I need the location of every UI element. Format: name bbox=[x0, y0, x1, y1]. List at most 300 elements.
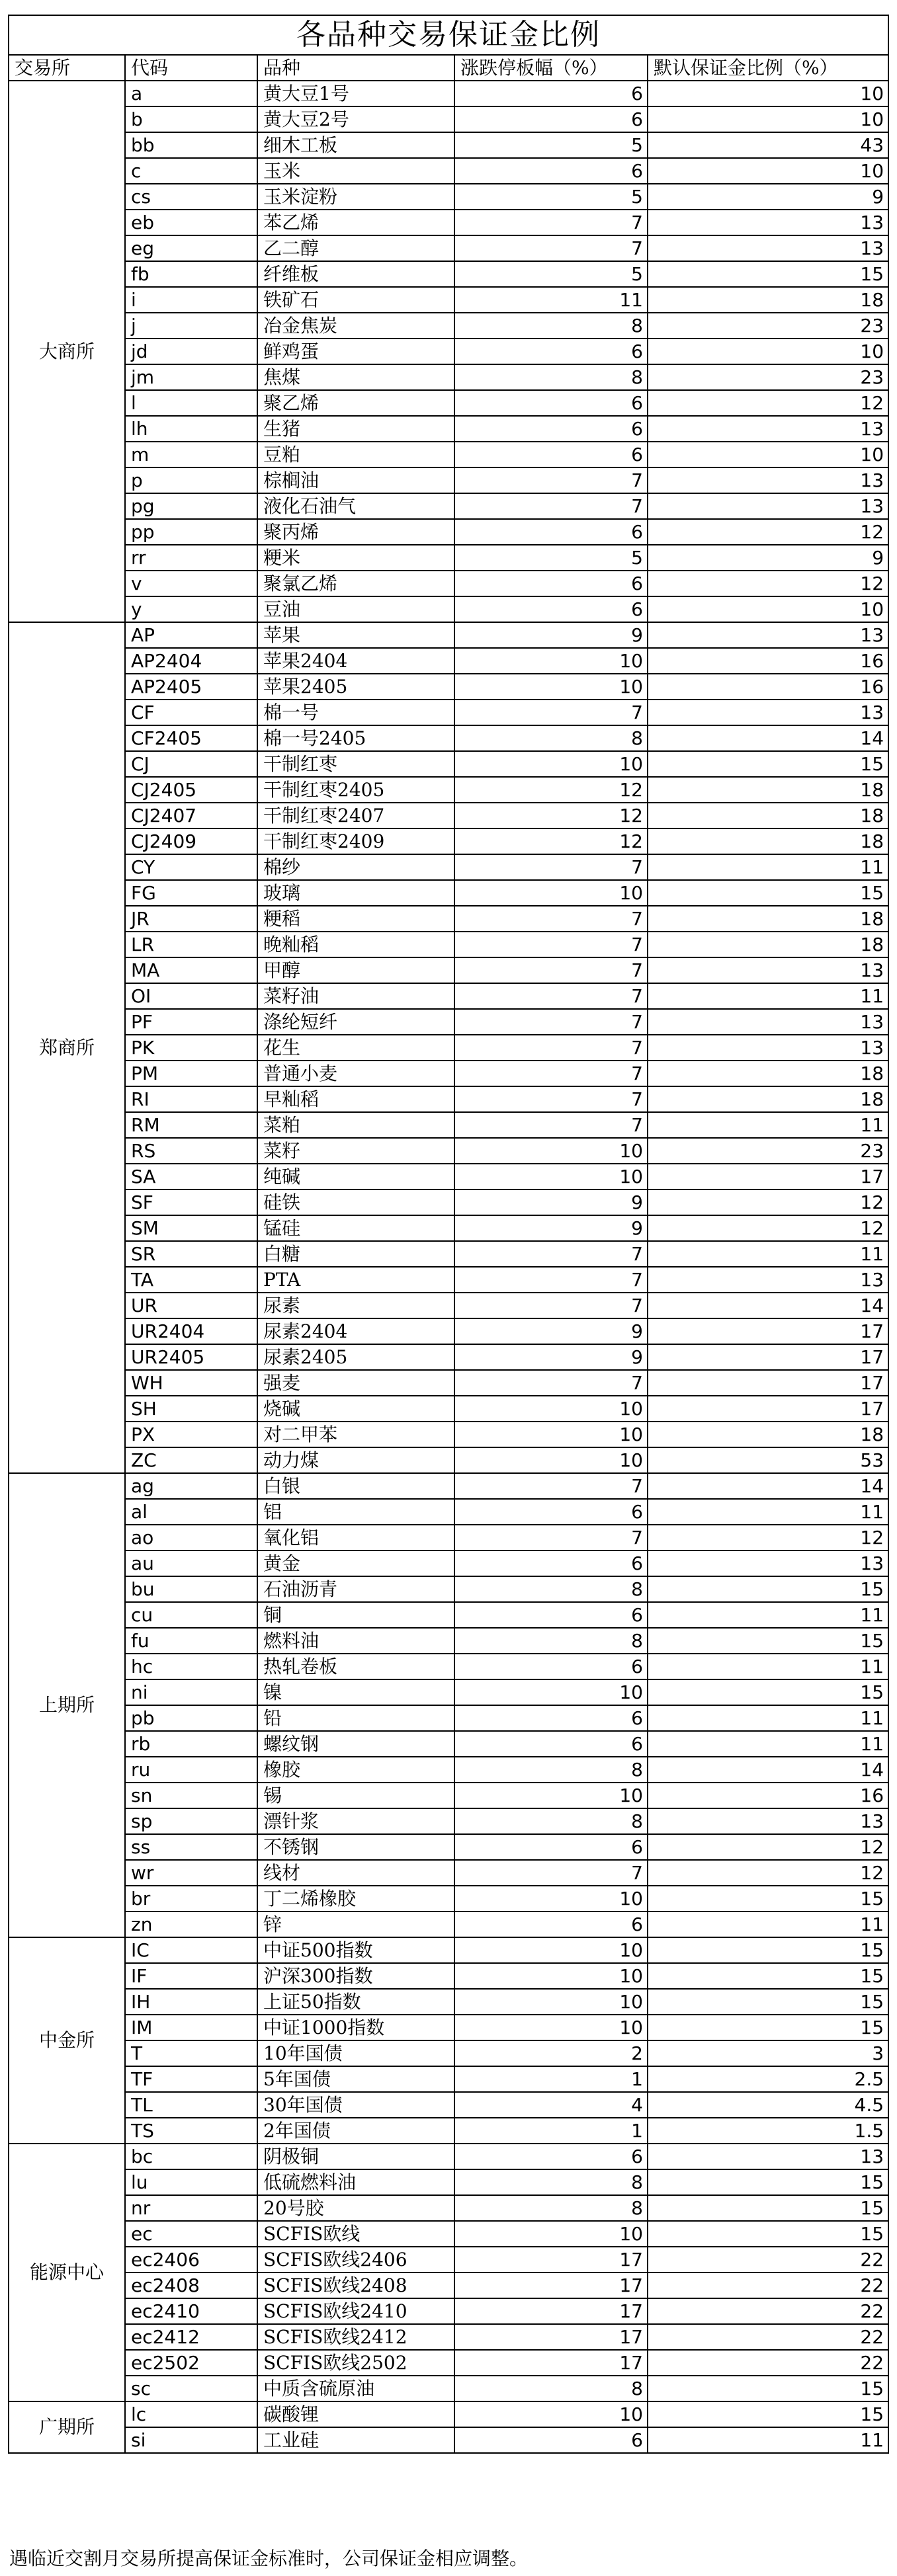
code-cell: AP2405 bbox=[125, 674, 257, 700]
margin-cell: 14 bbox=[648, 1757, 888, 1783]
code-cell: IC bbox=[125, 1937, 257, 1963]
variety-cell: 乙二醇 bbox=[257, 235, 454, 261]
limit-cell: 6 bbox=[454, 390, 648, 416]
code-cell: l bbox=[125, 390, 257, 416]
variety-cell: PTA bbox=[257, 1267, 454, 1293]
code-cell: bc bbox=[125, 2144, 257, 2169]
code-cell: WH bbox=[125, 1370, 257, 1396]
table-row bbox=[9, 235, 888, 261]
code-cell: al bbox=[125, 1499, 257, 1525]
variety-cell: 豆油 bbox=[257, 596, 454, 622]
code-cell: ec2412 bbox=[125, 2324, 257, 2350]
header-exchange: 交易所 bbox=[9, 55, 125, 81]
code-cell: bb bbox=[125, 132, 257, 158]
variety-cell: 工业硅 bbox=[257, 2427, 454, 2453]
limit-cell: 6 bbox=[454, 2144, 648, 2169]
limit-cell: 7 bbox=[454, 493, 648, 519]
limit-cell: 7 bbox=[454, 1061, 648, 1086]
variety-cell: 丁二烯橡胶 bbox=[257, 1886, 454, 1912]
margin-cell: 17 bbox=[648, 1344, 888, 1370]
margin-cell: 13 bbox=[648, 493, 888, 519]
code-cell: SH bbox=[125, 1396, 257, 1422]
limit-cell: 10 bbox=[454, 2401, 648, 2427]
limit-cell: 8 bbox=[454, 313, 648, 339]
limit-cell: 8 bbox=[454, 1628, 648, 1654]
margin-cell: 17 bbox=[648, 1370, 888, 1396]
code-cell: PK bbox=[125, 1035, 257, 1061]
limit-cell: 6 bbox=[454, 442, 648, 467]
margin-cell: 13 bbox=[648, 2144, 888, 2169]
limit-cell: 10 bbox=[454, 648, 648, 674]
variety-cell: 中证500指数 bbox=[257, 1937, 454, 1963]
table-row bbox=[9, 854, 888, 880]
limit-cell: 10 bbox=[454, 1886, 648, 1912]
variety-cell: 液化石油气 bbox=[257, 493, 454, 519]
variety-cell: 鲜鸡蛋 bbox=[257, 339, 454, 364]
code-cell: SF bbox=[125, 1189, 257, 1215]
variety-cell: 棕榈油 bbox=[257, 467, 454, 493]
code-cell: CJ2409 bbox=[125, 828, 257, 854]
limit-cell: 7 bbox=[454, 1267, 648, 1293]
margin-cell: 12 bbox=[648, 1860, 888, 1886]
code-cell: ZC bbox=[125, 1447, 257, 1473]
variety-cell: 玻璃 bbox=[257, 880, 454, 906]
margin-cell: 16 bbox=[648, 648, 888, 674]
limit-cell: 10 bbox=[454, 1396, 648, 1422]
code-cell: IF bbox=[125, 1963, 257, 1989]
code-cell: eg bbox=[125, 235, 257, 261]
table-row bbox=[9, 2015, 888, 2040]
variety-cell: 晚籼稻 bbox=[257, 932, 454, 957]
code-cell: pb bbox=[125, 1705, 257, 1731]
table-row bbox=[9, 2092, 888, 2118]
table-row bbox=[9, 339, 888, 364]
variety-cell: 棉一号 bbox=[257, 700, 454, 725]
table-row bbox=[9, 2066, 888, 2092]
margin-cell: 18 bbox=[648, 287, 888, 313]
variety-cell: 聚乙烯 bbox=[257, 390, 454, 416]
code-cell: sp bbox=[125, 1808, 257, 1834]
limit-cell: 7 bbox=[454, 1473, 648, 1499]
table-row bbox=[9, 1370, 888, 1396]
variety-cell: 纤维板 bbox=[257, 261, 454, 287]
variety-cell: 聚丙烯 bbox=[257, 519, 454, 545]
limit-cell: 10 bbox=[454, 1963, 648, 1989]
margin-cell: 23 bbox=[648, 313, 888, 339]
limit-cell: 6 bbox=[454, 339, 648, 364]
margin-cell: 14 bbox=[648, 1473, 888, 1499]
limit-cell: 17 bbox=[454, 2350, 648, 2376]
code-cell: CF bbox=[125, 700, 257, 725]
margin-cell: 10 bbox=[648, 106, 888, 132]
variety-cell: 干制红枣2405 bbox=[257, 777, 454, 803]
limit-cell: 10 bbox=[454, 2221, 648, 2247]
variety-cell: 玉米淀粉 bbox=[257, 184, 454, 210]
variety-cell: 干制红枣2407 bbox=[257, 803, 454, 828]
limit-cell: 10 bbox=[454, 751, 648, 777]
limit-cell: 6 bbox=[454, 158, 648, 184]
margin-cell: 18 bbox=[648, 803, 888, 828]
limit-cell: 8 bbox=[454, 2169, 648, 2195]
table-row bbox=[9, 2273, 888, 2298]
limit-cell: 6 bbox=[454, 1705, 648, 1731]
variety-cell: 菜粕 bbox=[257, 1112, 454, 1138]
code-cell: ao bbox=[125, 1525, 257, 1550]
code-cell: T bbox=[125, 2040, 257, 2066]
table-row bbox=[9, 416, 888, 442]
table-row bbox=[9, 132, 888, 158]
margin-cell: 10 bbox=[648, 596, 888, 622]
code-cell: RM bbox=[125, 1112, 257, 1138]
table-row bbox=[9, 700, 888, 725]
table-row bbox=[9, 1499, 888, 1525]
variety-cell: 甲醇 bbox=[257, 957, 454, 983]
table-row bbox=[9, 1550, 888, 1576]
code-cell: hc bbox=[125, 1654, 257, 1679]
variety-cell: 锌 bbox=[257, 1912, 454, 1937]
code-cell: AP2404 bbox=[125, 648, 257, 674]
exchange-cell: 广期所 bbox=[9, 2401, 125, 2453]
variety-cell: 漂针浆 bbox=[257, 1808, 454, 1834]
variety-cell: 橡胶 bbox=[257, 1757, 454, 1783]
margin-cell: 9 bbox=[648, 545, 888, 571]
limit-cell: 7 bbox=[454, 1035, 648, 1061]
margin-cell: 12 bbox=[648, 571, 888, 596]
code-cell: a bbox=[125, 81, 257, 106]
margin-cell: 15 bbox=[648, 2195, 888, 2221]
limit-cell: 12 bbox=[454, 777, 648, 803]
code-cell: m bbox=[125, 442, 257, 467]
variety-cell: 白银 bbox=[257, 1473, 454, 1499]
margin-cell: 18 bbox=[648, 777, 888, 803]
code-cell: jd bbox=[125, 339, 257, 364]
margin-cell: 14 bbox=[648, 1293, 888, 1318]
table-row bbox=[9, 1035, 888, 1061]
table-row bbox=[9, 261, 888, 287]
table-row bbox=[9, 545, 888, 571]
limit-cell: 10 bbox=[454, 1422, 648, 1447]
code-cell: nr bbox=[125, 2195, 257, 2221]
margin-cell: 11 bbox=[648, 1602, 888, 1628]
variety-cell: 干制红枣2409 bbox=[257, 828, 454, 854]
margin-cell: 13 bbox=[648, 1009, 888, 1035]
variety-cell: 豆粕 bbox=[257, 442, 454, 467]
exchange-cell: 郑商所 bbox=[9, 622, 125, 1473]
margin-cell: 15 bbox=[648, 1679, 888, 1705]
exchange-cell: 能源中心 bbox=[9, 2144, 125, 2401]
variety-cell: 焦煤 bbox=[257, 364, 454, 390]
code-cell: c bbox=[125, 158, 257, 184]
footnote: 遇临近交割月交易所提高保证金标准时，公司保证金相应调整。 bbox=[9, 2548, 529, 2569]
variety-cell: 热轧卷板 bbox=[257, 1654, 454, 1679]
table-row bbox=[9, 106, 888, 132]
variety-cell: 铝 bbox=[257, 1499, 454, 1525]
code-cell: i bbox=[125, 287, 257, 313]
margin-cell: 22 bbox=[648, 2247, 888, 2273]
code-cell: sn bbox=[125, 1783, 257, 1808]
variety-cell: SCFIS欧线2412 bbox=[257, 2324, 454, 2350]
variety-cell: 动力煤 bbox=[257, 1447, 454, 1473]
limit-cell: 10 bbox=[454, 1937, 648, 1963]
code-cell: lh bbox=[125, 416, 257, 442]
code-cell: y bbox=[125, 596, 257, 622]
limit-cell: 10 bbox=[454, 1679, 648, 1705]
table-row bbox=[9, 2350, 888, 2376]
limit-cell: 6 bbox=[454, 1731, 648, 1757]
variety-cell: SCFIS欧线2408 bbox=[257, 2273, 454, 2298]
limit-cell: 7 bbox=[454, 1860, 648, 1886]
limit-cell: 9 bbox=[454, 1189, 648, 1215]
margin-cell: 11 bbox=[648, 2427, 888, 2453]
variety-cell: 阴极铜 bbox=[257, 2144, 454, 2169]
margin-cell: 16 bbox=[648, 674, 888, 700]
code-cell: PX bbox=[125, 1422, 257, 1447]
code-cell: PF bbox=[125, 1009, 257, 1035]
limit-cell: 10 bbox=[454, 674, 648, 700]
table-row bbox=[9, 2118, 888, 2144]
title-row bbox=[9, 15, 888, 55]
limit-cell: 6 bbox=[454, 1654, 648, 1679]
variety-cell: 沪深300指数 bbox=[257, 1963, 454, 1989]
table-row bbox=[9, 2427, 888, 2453]
code-cell: au bbox=[125, 1550, 257, 1576]
margin-cell: 17 bbox=[648, 1318, 888, 1344]
limit-cell: 8 bbox=[454, 364, 648, 390]
limit-cell: 4 bbox=[454, 2092, 648, 2118]
table-row bbox=[9, 1860, 888, 1886]
variety-cell: 普通小麦 bbox=[257, 1061, 454, 1086]
margin-cell: 11 bbox=[648, 983, 888, 1009]
table-row bbox=[9, 1937, 888, 1963]
table-row bbox=[9, 2195, 888, 2221]
code-cell: ru bbox=[125, 1757, 257, 1783]
table-row bbox=[9, 674, 888, 700]
code-cell: CF2405 bbox=[125, 725, 257, 751]
limit-cell: 6 bbox=[454, 416, 648, 442]
margin-cell: 3 bbox=[648, 2040, 888, 2066]
code-cell: ec2410 bbox=[125, 2298, 257, 2324]
variety-cell: 10年国债 bbox=[257, 2040, 454, 2066]
margin-cell: 14 bbox=[648, 725, 888, 751]
variety-cell: 碳酸锂 bbox=[257, 2401, 454, 2427]
table-row bbox=[9, 1576, 888, 1602]
variety-cell: SCFIS欧线2502 bbox=[257, 2350, 454, 2376]
table-row bbox=[9, 983, 888, 1009]
code-cell: TS bbox=[125, 2118, 257, 2144]
limit-cell: 8 bbox=[454, 2376, 648, 2401]
code-cell: CJ2407 bbox=[125, 803, 257, 828]
limit-cell: 11 bbox=[454, 287, 648, 313]
limit-cell: 6 bbox=[454, 1550, 648, 1576]
code-cell: CJ2405 bbox=[125, 777, 257, 803]
limit-cell: 5 bbox=[454, 132, 648, 158]
margin-cell: 11 bbox=[648, 1241, 888, 1267]
margin-cell: 22 bbox=[648, 2324, 888, 2350]
margin-cell: 53 bbox=[648, 1447, 888, 1473]
variety-cell: 苹果 bbox=[257, 622, 454, 648]
margin-cell: 13 bbox=[648, 622, 888, 648]
limit-cell: 9 bbox=[454, 622, 648, 648]
margin-cell: 12 bbox=[648, 1834, 888, 1860]
variety-cell: 线材 bbox=[257, 1860, 454, 1886]
code-cell: OI bbox=[125, 983, 257, 1009]
margin-cell: 13 bbox=[648, 1550, 888, 1576]
table-row bbox=[9, 1215, 888, 1241]
table-row bbox=[9, 1963, 888, 1989]
limit-cell: 6 bbox=[454, 1499, 648, 1525]
header-code: 代码 bbox=[125, 55, 257, 81]
limit-cell: 7 bbox=[454, 1086, 648, 1112]
variety-cell: 30年国债 bbox=[257, 2092, 454, 2118]
table-row bbox=[9, 1086, 888, 1112]
code-cell: SA bbox=[125, 1164, 257, 1189]
margin-cell: 23 bbox=[648, 1138, 888, 1164]
table-row bbox=[9, 1679, 888, 1705]
margin-cell: 10 bbox=[648, 339, 888, 364]
limit-cell: 6 bbox=[454, 519, 648, 545]
code-cell: sc bbox=[125, 2376, 257, 2401]
code-cell: cs bbox=[125, 184, 257, 210]
margin-cell: 15 bbox=[648, 1886, 888, 1912]
exchange-cell: 大商所 bbox=[9, 81, 125, 622]
limit-cell: 7 bbox=[454, 854, 648, 880]
table-row bbox=[9, 2040, 888, 2066]
table-row bbox=[9, 1602, 888, 1628]
limit-cell: 7 bbox=[454, 932, 648, 957]
variety-cell: 苹果2404 bbox=[257, 648, 454, 674]
code-cell: rb bbox=[125, 1731, 257, 1757]
exchange-cell: 上期所 bbox=[9, 1473, 125, 1937]
table-title: 各品种交易保证金比例 bbox=[9, 15, 888, 55]
margin-cell: 10 bbox=[648, 158, 888, 184]
header-margin: 默认保证金比例（%） bbox=[648, 55, 888, 81]
table-row bbox=[9, 828, 888, 854]
limit-cell: 6 bbox=[454, 1912, 648, 1937]
limit-cell: 9 bbox=[454, 1344, 648, 1370]
margin-cell: 18 bbox=[648, 1086, 888, 1112]
table-row bbox=[9, 1525, 888, 1550]
limit-cell: 7 bbox=[454, 1112, 648, 1138]
margin-cell: 15 bbox=[648, 261, 888, 287]
table-row bbox=[9, 1834, 888, 1860]
limit-cell: 10 bbox=[454, 1447, 648, 1473]
limit-cell: 6 bbox=[454, 1834, 648, 1860]
code-cell: lc bbox=[125, 2401, 257, 2427]
table-row bbox=[9, 442, 888, 467]
margin-cell: 18 bbox=[648, 1422, 888, 1447]
table-row bbox=[9, 596, 888, 622]
variety-cell: 2年国债 bbox=[257, 2118, 454, 2144]
code-cell: eb bbox=[125, 210, 257, 235]
margin-cell: 15 bbox=[648, 2376, 888, 2401]
table-row bbox=[9, 751, 888, 777]
limit-cell: 7 bbox=[454, 1293, 648, 1318]
margin-cell: 13 bbox=[648, 416, 888, 442]
margin-cell: 11 bbox=[648, 1912, 888, 1937]
variety-cell: 棉一号2405 bbox=[257, 725, 454, 751]
code-cell: PM bbox=[125, 1061, 257, 1086]
margin-table bbox=[8, 15, 889, 2454]
code-cell: fu bbox=[125, 1628, 257, 1654]
table-row bbox=[9, 1241, 888, 1267]
margin-cell: 13 bbox=[648, 1267, 888, 1293]
code-cell: si bbox=[125, 2427, 257, 2453]
table-row bbox=[9, 1061, 888, 1086]
margin-cell: 15 bbox=[648, 2015, 888, 2040]
code-cell: pp bbox=[125, 519, 257, 545]
table-row bbox=[9, 803, 888, 828]
table-row bbox=[9, 2247, 888, 2273]
limit-cell: 10 bbox=[454, 1164, 648, 1189]
table-row bbox=[9, 1757, 888, 1783]
limit-cell: 9 bbox=[454, 1318, 648, 1344]
variety-cell: 粳米 bbox=[257, 545, 454, 571]
margin-cell: 17 bbox=[648, 1164, 888, 1189]
variety-cell: 黄大豆1号 bbox=[257, 81, 454, 106]
header-variety: 品种 bbox=[257, 55, 454, 81]
variety-cell: 尿素 bbox=[257, 1293, 454, 1318]
limit-cell: 10 bbox=[454, 2015, 648, 2040]
margin-cell: 18 bbox=[648, 828, 888, 854]
margin-cell: 13 bbox=[648, 1035, 888, 1061]
code-cell: cu bbox=[125, 1602, 257, 1628]
margin-cell: 15 bbox=[648, 2169, 888, 2195]
table-row bbox=[9, 184, 888, 210]
limit-cell: 8 bbox=[454, 1576, 648, 1602]
limit-cell: 12 bbox=[454, 803, 648, 828]
table-row bbox=[9, 648, 888, 674]
margin-cell: 16 bbox=[648, 1783, 888, 1808]
limit-cell: 6 bbox=[454, 81, 648, 106]
table-row bbox=[9, 1396, 888, 1422]
margin-cell: 15 bbox=[648, 2401, 888, 2427]
variety-cell: 对二甲苯 bbox=[257, 1422, 454, 1447]
variety-cell: 白糖 bbox=[257, 1241, 454, 1267]
code-cell: RS bbox=[125, 1138, 257, 1164]
variety-cell: 石油沥青 bbox=[257, 1576, 454, 1602]
code-cell: FG bbox=[125, 880, 257, 906]
table-row bbox=[9, 2144, 888, 2169]
table-row bbox=[9, 571, 888, 596]
margin-cell: 9 bbox=[648, 184, 888, 210]
limit-cell: 6 bbox=[454, 106, 648, 132]
table-row bbox=[9, 1783, 888, 1808]
limit-cell: 1 bbox=[454, 2118, 648, 2144]
code-cell: ss bbox=[125, 1834, 257, 1860]
limit-cell: 7 bbox=[454, 467, 648, 493]
margin-cell: 15 bbox=[648, 1576, 888, 1602]
limit-cell: 8 bbox=[454, 1757, 648, 1783]
variety-cell: 涤纶短纤 bbox=[257, 1009, 454, 1035]
variety-cell: 菜籽油 bbox=[257, 983, 454, 1009]
margin-cell: 12 bbox=[648, 1189, 888, 1215]
variety-cell: 早籼稻 bbox=[257, 1086, 454, 1112]
table-row bbox=[9, 467, 888, 493]
code-cell: RI bbox=[125, 1086, 257, 1112]
code-cell: bu bbox=[125, 1576, 257, 1602]
margin-cell: 13 bbox=[648, 957, 888, 983]
margin-cell: 18 bbox=[648, 1061, 888, 1086]
table-row bbox=[9, 210, 888, 235]
limit-cell: 10 bbox=[454, 1989, 648, 2015]
margin-cell: 10 bbox=[648, 442, 888, 467]
table-row bbox=[9, 725, 888, 751]
variety-cell: 锡 bbox=[257, 1783, 454, 1808]
variety-cell: 铜 bbox=[257, 1602, 454, 1628]
table-row bbox=[9, 1447, 888, 1473]
variety-cell: 中证1000指数 bbox=[257, 2015, 454, 2040]
table-row bbox=[9, 906, 888, 932]
